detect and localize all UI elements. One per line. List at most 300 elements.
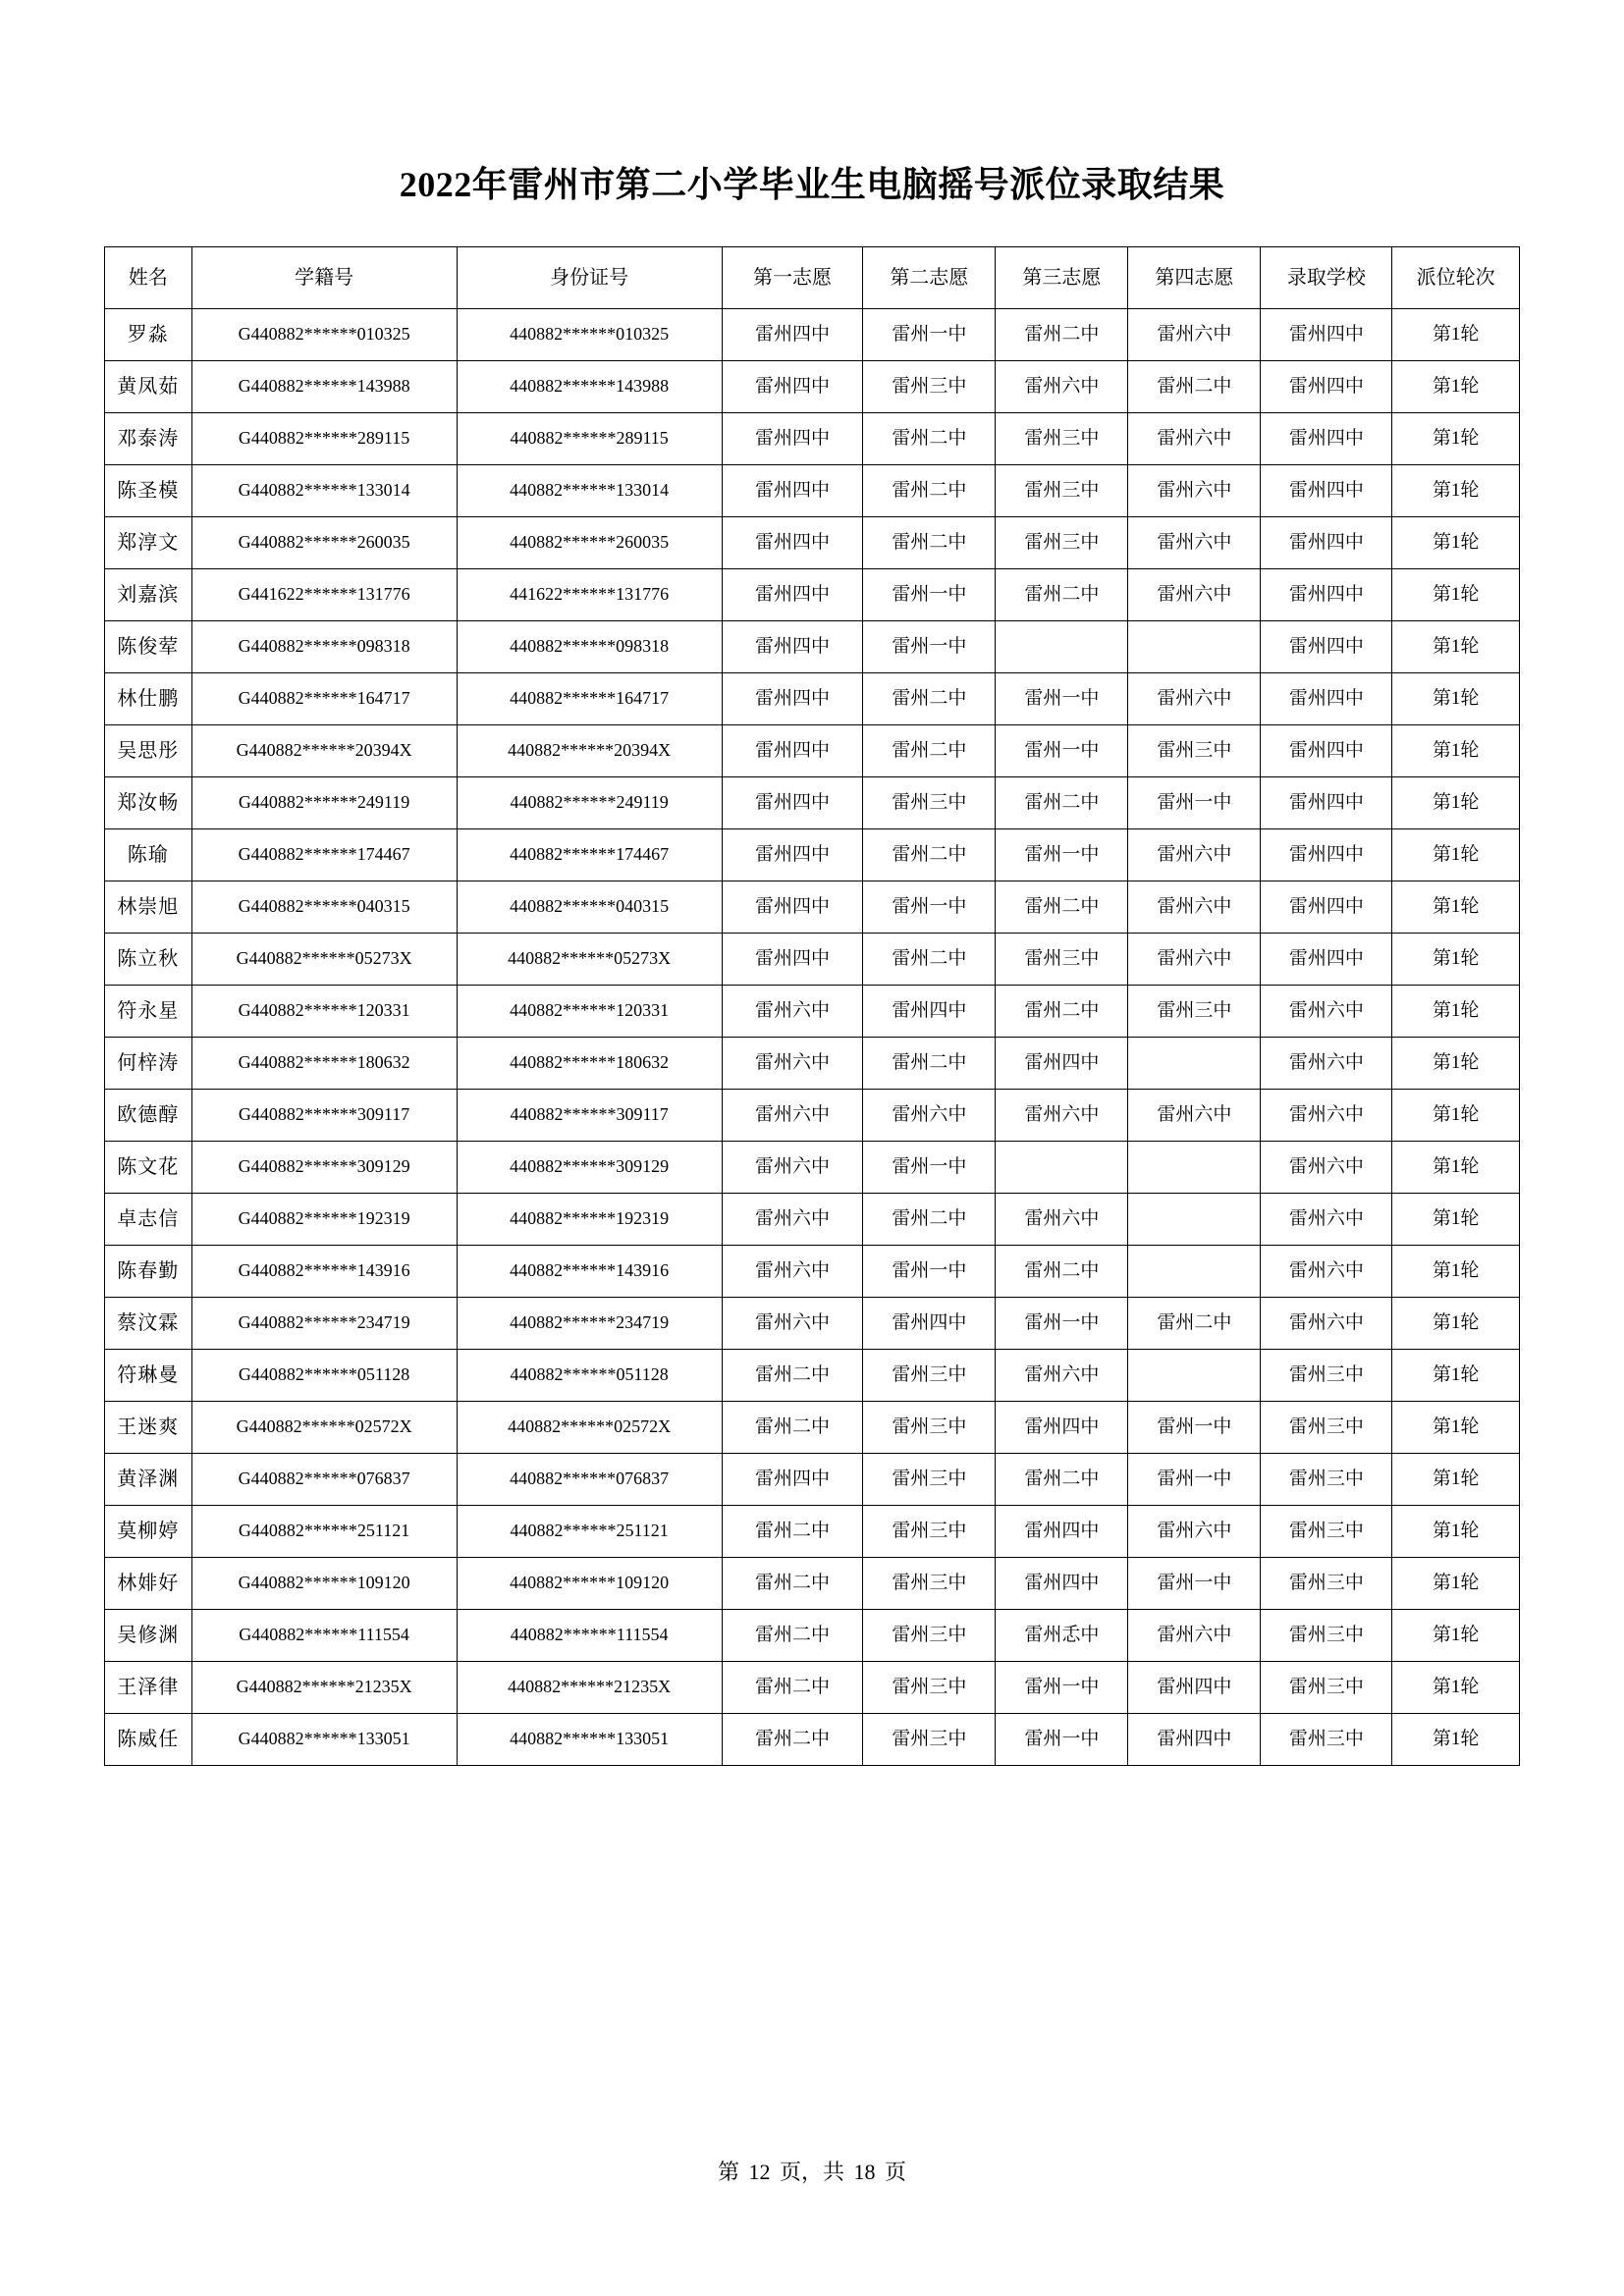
cell-student-id: G441622******131776 (191, 569, 457, 621)
footer-suffix: 页 (885, 2160, 907, 2184)
table-row (105, 361, 1520, 413)
column-header-choice-1: 第一志愿 (722, 247, 863, 309)
table-row (105, 1714, 1520, 1766)
cell-name: 陈瑜 (105, 829, 192, 881)
cell-choice-3: 雷州忎中 (996, 1610, 1128, 1662)
cell-id-card: 440882******076837 (457, 1454, 722, 1506)
cell-choice-3: 雷州一中 (996, 673, 1128, 725)
page-footer (0, 2156, 1624, 2186)
cell-admitted-school: 雷州六中 (1261, 1194, 1392, 1246)
cell-student-id: G440882******098318 (191, 621, 457, 673)
cell-name: 陈圣模 (105, 465, 192, 517)
cell-admitted-school: 雷州三中 (1261, 1350, 1392, 1402)
cell-id-card: 440882******051128 (457, 1350, 722, 1402)
cell-admitted-school: 雷州六中 (1261, 986, 1392, 1038)
cell-name: 郑汝畅 (105, 777, 192, 829)
cell-id-card: 440882******174467 (457, 829, 722, 881)
table-row (105, 1662, 1520, 1714)
table-row (105, 1194, 1520, 1246)
cell-name: 王泽律 (105, 1662, 192, 1714)
cell-round: 第1轮 (1392, 829, 1520, 881)
cell-choice-2: 雷州一中 (863, 309, 996, 361)
cell-round: 第1轮 (1392, 309, 1520, 361)
cell-id-card: 440882******20394X (457, 725, 722, 777)
cell-student-id: G440882******180632 (191, 1038, 457, 1090)
cell-student-id: G440882******05273X (191, 934, 457, 986)
cell-round: 第1轮 (1392, 934, 1520, 986)
cell-choice-1: 雷州二中 (722, 1350, 863, 1402)
cell-id-card: 440882******109120 (457, 1558, 722, 1610)
cell-choice-2: 雷州三中 (863, 1714, 996, 1766)
cell-choice-4: 雷州六中 (1128, 934, 1261, 986)
table-body (105, 309, 1520, 1766)
cell-student-id: G440882******109120 (191, 1558, 457, 1610)
cell-round: 第1轮 (1392, 1402, 1520, 1454)
cell-student-id: G440882******260035 (191, 517, 457, 569)
cell-admitted-school: 雷州六中 (1261, 1298, 1392, 1350)
cell-choice-4: 雷州六中 (1128, 569, 1261, 621)
table-row (105, 1610, 1520, 1662)
cell-name: 林仕鹏 (105, 673, 192, 725)
column-header-round: 派位轮次 (1392, 247, 1520, 309)
cell-choice-4: 雷州四中 (1128, 1714, 1261, 1766)
column-header-name: 姓名 (105, 247, 192, 309)
table-row (105, 829, 1520, 881)
cell-student-id: G440882******120331 (191, 986, 457, 1038)
cell-admitted-school: 雷州三中 (1261, 1506, 1392, 1558)
cell-choice-3: 雷州四中 (996, 1558, 1128, 1610)
cell-choice-2: 雷州六中 (863, 1090, 996, 1142)
cell-choice-2: 雷州三中 (863, 1662, 996, 1714)
cell-round: 第1轮 (1392, 1558, 1520, 1610)
table-row (105, 934, 1520, 986)
cell-choice-2: 雷州一中 (863, 1142, 996, 1194)
cell-admitted-school: 雷州四中 (1261, 569, 1392, 621)
cell-choice-4: 雷州二中 (1128, 361, 1261, 413)
cell-choice-4: 雷州六中 (1128, 517, 1261, 569)
cell-choice-2: 雷州二中 (863, 465, 996, 517)
table-row (105, 1246, 1520, 1298)
table-row (105, 465, 1520, 517)
cell-name: 吴修渊 (105, 1610, 192, 1662)
cell-choice-2: 雷州三中 (863, 361, 996, 413)
cell-round: 第1轮 (1392, 1350, 1520, 1402)
cell-round: 第1轮 (1392, 361, 1520, 413)
page-title: 2022年雷州市第二小学毕业生电脑摇号派位录取结果 (399, 165, 1225, 204)
cell-choice-1: 雷州六中 (722, 1298, 863, 1350)
cell-student-id: G440882******143916 (191, 1246, 457, 1298)
cell-student-id: G440882******111554 (191, 1610, 457, 1662)
cell-choice-4 (1128, 1246, 1261, 1298)
cell-choice-1: 雷州四中 (722, 621, 863, 673)
table-row (105, 986, 1520, 1038)
cell-name: 黄凤茹 (105, 361, 192, 413)
cell-choice-1: 雷州四中 (722, 934, 863, 986)
cell-name: 邓泰涛 (105, 413, 192, 465)
column-header-id-card: 身份证号 (457, 247, 722, 309)
cell-name: 陈春勤 (105, 1246, 192, 1298)
table-row (105, 1142, 1520, 1194)
cell-name: 陈立秋 (105, 934, 192, 986)
cell-choice-3: 雷州四中 (996, 1506, 1128, 1558)
cell-admitted-school: 雷州六中 (1261, 1246, 1392, 1298)
cell-student-id: G440882******21235X (191, 1662, 457, 1714)
cell-choice-1: 雷州六中 (722, 1038, 863, 1090)
cell-student-id: G440882******174467 (191, 829, 457, 881)
cell-choice-3: 雷州二中 (996, 569, 1128, 621)
results-table (104, 246, 1520, 1766)
cell-round: 第1轮 (1392, 517, 1520, 569)
cell-choice-1: 雷州六中 (722, 1246, 863, 1298)
cell-admitted-school: 雷州四中 (1261, 777, 1392, 829)
cell-round: 第1轮 (1392, 1246, 1520, 1298)
cell-choice-2: 雷州一中 (863, 881, 996, 934)
cell-choice-2: 雷州三中 (863, 1506, 996, 1558)
cell-choice-4: 雷州六中 (1128, 413, 1261, 465)
cell-name: 郑淳文 (105, 517, 192, 569)
cell-choice-3: 雷州二中 (996, 881, 1128, 934)
cell-choice-1: 雷州四中 (722, 361, 863, 413)
cell-round: 第1轮 (1392, 1662, 1520, 1714)
cell-id-card: 440882******02572X (457, 1402, 722, 1454)
cell-round: 第1轮 (1392, 1038, 1520, 1090)
cell-choice-2: 雷州四中 (863, 1298, 996, 1350)
table-row (105, 1558, 1520, 1610)
cell-name: 王迷爽 (105, 1402, 192, 1454)
table-row (105, 621, 1520, 673)
cell-id-card: 440882******309117 (457, 1090, 722, 1142)
table-row (105, 517, 1520, 569)
table-row (105, 1298, 1520, 1350)
cell-student-id: G440882******133051 (191, 1714, 457, 1766)
cell-choice-1: 雷州二中 (722, 1402, 863, 1454)
cell-id-card: 440882******098318 (457, 621, 722, 673)
cell-choice-4: 雷州一中 (1128, 1454, 1261, 1506)
cell-name: 林崇旭 (105, 881, 192, 934)
cell-admitted-school: 雷州六中 (1261, 1142, 1392, 1194)
cell-id-card: 440882******05273X (457, 934, 722, 986)
cell-choice-1: 雷州四中 (722, 673, 863, 725)
table-row (105, 1090, 1520, 1142)
table-row (105, 1402, 1520, 1454)
cell-choice-1: 雷州四中 (722, 517, 863, 569)
table-row (105, 1506, 1520, 1558)
table-row (105, 413, 1520, 465)
cell-name: 刘嘉滨 (105, 569, 192, 621)
table-row (105, 777, 1520, 829)
cell-choice-1: 雷州四中 (722, 829, 863, 881)
cell-admitted-school: 雷州三中 (1261, 1610, 1392, 1662)
cell-choice-4: 雷州三中 (1128, 986, 1261, 1038)
cell-round: 第1轮 (1392, 777, 1520, 829)
table-header (105, 247, 1520, 309)
cell-admitted-school: 雷州四中 (1261, 361, 1392, 413)
cell-choice-4: 雷州六中 (1128, 673, 1261, 725)
cell-choice-4 (1128, 1038, 1261, 1090)
cell-choice-4: 雷州六中 (1128, 465, 1261, 517)
cell-choice-2: 雷州三中 (863, 1558, 996, 1610)
cell-student-id: G440882******234719 (191, 1298, 457, 1350)
cell-id-card: 440882******192319 (457, 1194, 722, 1246)
cell-choice-3 (996, 621, 1128, 673)
table-header-row (105, 247, 1520, 309)
cell-choice-2: 雷州一中 (863, 1246, 996, 1298)
cell-choice-3: 雷州四中 (996, 1402, 1128, 1454)
cell-student-id: G440882******133014 (191, 465, 457, 517)
cell-round: 第1轮 (1392, 1610, 1520, 1662)
cell-round: 第1轮 (1392, 881, 1520, 934)
cell-choice-2: 雷州三中 (863, 777, 996, 829)
cell-choice-2: 雷州三中 (863, 1610, 996, 1662)
cell-round: 第1轮 (1392, 725, 1520, 777)
cell-choice-3: 雷州一中 (996, 725, 1128, 777)
cell-student-id: G440882******076837 (191, 1454, 457, 1506)
table-row (105, 569, 1520, 621)
cell-round: 第1轮 (1392, 1194, 1520, 1246)
cell-admitted-school: 雷州四中 (1261, 621, 1392, 673)
cell-id-card: 440882******133051 (457, 1714, 722, 1766)
cell-student-id: G440882******02572X (191, 1402, 457, 1454)
cell-choice-2: 雷州二中 (863, 413, 996, 465)
cell-name: 莫柳婷 (105, 1506, 192, 1558)
footer-middle: 页，共 (779, 2160, 844, 2184)
cell-choice-3: 雷州三中 (996, 413, 1128, 465)
cell-choice-2: 雷州二中 (863, 517, 996, 569)
cell-choice-3: 雷州二中 (996, 1454, 1128, 1506)
footer-total-pages: 18 (853, 2160, 876, 2184)
cell-choice-2: 雷州一中 (863, 621, 996, 673)
cell-name: 卓志信 (105, 1194, 192, 1246)
cell-admitted-school: 雷州三中 (1261, 1402, 1392, 1454)
cell-admitted-school: 雷州四中 (1261, 829, 1392, 881)
cell-id-card: 441622******131776 (457, 569, 722, 621)
cell-choice-1: 雷州四中 (722, 777, 863, 829)
cell-student-id: G440882******143988 (191, 361, 457, 413)
cell-admitted-school: 雷州三中 (1261, 1454, 1392, 1506)
cell-id-card: 440882******251121 (457, 1506, 722, 1558)
table-row (105, 1350, 1520, 1402)
table-row (105, 1038, 1520, 1090)
cell-choice-1: 雷州六中 (722, 1142, 863, 1194)
cell-choice-3: 雷州六中 (996, 1194, 1128, 1246)
cell-round: 第1轮 (1392, 413, 1520, 465)
cell-round: 第1轮 (1392, 673, 1520, 725)
cell-choice-2: 雷州二中 (863, 725, 996, 777)
cell-choice-4 (1128, 1142, 1261, 1194)
cell-id-card: 440882******133014 (457, 465, 722, 517)
cell-choice-1: 雷州六中 (722, 986, 863, 1038)
table-row (105, 881, 1520, 934)
cell-id-card: 440882******010325 (457, 309, 722, 361)
cell-choice-3: 雷州六中 (996, 1350, 1128, 1402)
cell-student-id: G440882******192319 (191, 1194, 457, 1246)
cell-choice-3: 雷州三中 (996, 465, 1128, 517)
cell-round: 第1轮 (1392, 465, 1520, 517)
cell-id-card: 440882******249119 (457, 777, 722, 829)
cell-choice-2: 雷州三中 (863, 1402, 996, 1454)
cell-student-id: G440882******20394X (191, 725, 457, 777)
cell-choice-1: 雷州四中 (722, 881, 863, 934)
cell-choice-1: 雷州四中 (722, 725, 863, 777)
cell-choice-2: 雷州二中 (863, 1194, 996, 1246)
cell-id-card: 440882******120331 (457, 986, 722, 1038)
footer-page-number: 12 (748, 2160, 771, 2184)
cell-name: 罗淼 (105, 309, 192, 361)
cell-choice-2: 雷州二中 (863, 934, 996, 986)
cell-choice-1: 雷州四中 (722, 309, 863, 361)
cell-choice-3: 雷州二中 (996, 777, 1128, 829)
cell-round: 第1轮 (1392, 1298, 1520, 1350)
column-header-choice-2: 第二志愿 (863, 247, 996, 309)
cell-choice-3: 雷州二中 (996, 986, 1128, 1038)
cell-choice-3 (996, 1142, 1128, 1194)
cell-admitted-school: 雷州三中 (1261, 1558, 1392, 1610)
cell-name: 蔡汶霖 (105, 1298, 192, 1350)
cell-choice-2: 雷州二中 (863, 1038, 996, 1090)
cell-choice-2: 雷州三中 (863, 1350, 996, 1402)
cell-admitted-school: 雷州三中 (1261, 1714, 1392, 1766)
cell-choice-4: 雷州六中 (1128, 881, 1261, 934)
cell-choice-3: 雷州六中 (996, 1090, 1128, 1142)
cell-student-id: G440882******051128 (191, 1350, 457, 1402)
cell-choice-1: 雷州二中 (722, 1662, 863, 1714)
cell-choice-2: 雷州一中 (863, 569, 996, 621)
cell-choice-3: 雷州一中 (996, 1714, 1128, 1766)
cell-choice-4: 雷州六中 (1128, 1090, 1261, 1142)
cell-round: 第1轮 (1392, 1506, 1520, 1558)
cell-name: 符永星 (105, 986, 192, 1038)
cell-choice-4: 雷州一中 (1128, 1558, 1261, 1610)
cell-choice-3: 雷州六中 (996, 361, 1128, 413)
cell-admitted-school: 雷州四中 (1261, 517, 1392, 569)
cell-id-card: 440882******143988 (457, 361, 722, 413)
cell-choice-3: 雷州一中 (996, 1298, 1128, 1350)
cell-choice-3: 雷州二中 (996, 309, 1128, 361)
cell-student-id: G440882******040315 (191, 881, 457, 934)
cell-name: 陈威任 (105, 1714, 192, 1766)
cell-choice-4 (1128, 1350, 1261, 1402)
cell-name: 吴思彤 (105, 725, 192, 777)
cell-choice-3: 雷州一中 (996, 829, 1128, 881)
cell-choice-3: 雷州三中 (996, 517, 1128, 569)
cell-choice-4 (1128, 621, 1261, 673)
column-header-admitted-school: 录取学校 (1261, 247, 1392, 309)
cell-round: 第1轮 (1392, 621, 1520, 673)
cell-choice-1: 雷州四中 (722, 413, 863, 465)
cell-admitted-school: 雷州四中 (1261, 413, 1392, 465)
cell-choice-1: 雷州二中 (722, 1558, 863, 1610)
cell-choice-4: 雷州六中 (1128, 1610, 1261, 1662)
cell-name: 何梓涛 (105, 1038, 192, 1090)
cell-admitted-school: 雷州三中 (1261, 1662, 1392, 1714)
cell-choice-4: 雷州六中 (1128, 829, 1261, 881)
cell-choice-4: 雷州四中 (1128, 1662, 1261, 1714)
cell-name: 欧德醇 (105, 1090, 192, 1142)
cell-choice-1: 雷州四中 (722, 569, 863, 621)
cell-student-id: G440882******249119 (191, 777, 457, 829)
column-header-student-id: 学籍号 (191, 247, 457, 309)
cell-choice-4: 雷州二中 (1128, 1298, 1261, 1350)
cell-choice-3: 雷州四中 (996, 1038, 1128, 1090)
table-row (105, 1454, 1520, 1506)
table-row (105, 673, 1520, 725)
cell-choice-4: 雷州一中 (1128, 777, 1261, 829)
cell-round: 第1轮 (1392, 1090, 1520, 1142)
cell-choice-1: 雷州六中 (722, 1090, 863, 1142)
cell-choice-3: 雷州三中 (996, 934, 1128, 986)
cell-student-id: G440882******289115 (191, 413, 457, 465)
cell-choice-1: 雷州二中 (722, 1714, 863, 1766)
cell-id-card: 440882******21235X (457, 1662, 722, 1714)
cell-student-id: G440882******251121 (191, 1506, 457, 1558)
cell-name: 林婔好 (105, 1558, 192, 1610)
cell-choice-2: 雷州三中 (863, 1454, 996, 1506)
cell-name: 黄泽渊 (105, 1454, 192, 1506)
cell-admitted-school: 雷州四中 (1261, 465, 1392, 517)
cell-id-card: 440882******040315 (457, 881, 722, 934)
table-row (105, 309, 1520, 361)
cell-id-card: 440882******143916 (457, 1246, 722, 1298)
cell-choice-4: 雷州一中 (1128, 1402, 1261, 1454)
cell-student-id: G440882******309117 (191, 1090, 457, 1142)
cell-round: 第1轮 (1392, 1454, 1520, 1506)
cell-admitted-school: 雷州四中 (1261, 725, 1392, 777)
cell-choice-4: 雷州三中 (1128, 725, 1261, 777)
cell-choice-2: 雷州二中 (863, 673, 996, 725)
cell-id-card: 440882******260035 (457, 517, 722, 569)
cell-id-card: 440882******309129 (457, 1142, 722, 1194)
cell-admitted-school: 雷州六中 (1261, 1038, 1392, 1090)
cell-choice-4 (1128, 1194, 1261, 1246)
column-header-choice-4: 第四志愿 (1128, 247, 1261, 309)
cell-student-id: G440882******309129 (191, 1142, 457, 1194)
cell-round: 第1轮 (1392, 569, 1520, 621)
cell-choice-3: 雷州一中 (996, 1662, 1128, 1714)
cell-choice-4: 雷州六中 (1128, 309, 1261, 361)
table-row (105, 725, 1520, 777)
cell-round: 第1轮 (1392, 1714, 1520, 1766)
cell-id-card: 440882******289115 (457, 413, 722, 465)
cell-admitted-school: 雷州四中 (1261, 934, 1392, 986)
cell-admitted-school: 雷州四中 (1261, 673, 1392, 725)
cell-choice-1: 雷州六中 (722, 1194, 863, 1246)
footer-prefix: 第 (717, 2160, 739, 2184)
cell-id-card: 440882******180632 (457, 1038, 722, 1090)
cell-choice-1: 雷州四中 (722, 1454, 863, 1506)
cell-round: 第1轮 (1392, 1142, 1520, 1194)
cell-id-card: 440882******164717 (457, 673, 722, 725)
cell-choice-4: 雷州六中 (1128, 1506, 1261, 1558)
cell-admitted-school: 雷州六中 (1261, 1090, 1392, 1142)
cell-choice-2: 雷州二中 (863, 829, 996, 881)
cell-round: 第1轮 (1392, 986, 1520, 1038)
cell-choice-2: 雷州四中 (863, 986, 996, 1038)
column-header-choice-3: 第三志愿 (996, 247, 1128, 309)
cell-id-card: 440882******234719 (457, 1298, 722, 1350)
cell-choice-1: 雷州二中 (722, 1506, 863, 1558)
cell-id-card: 440882******111554 (457, 1610, 722, 1662)
cell-admitted-school: 雷州四中 (1261, 881, 1392, 934)
cell-choice-3: 雷州二中 (996, 1246, 1128, 1298)
cell-admitted-school: 雷州四中 (1261, 309, 1392, 361)
cell-name: 陈文花 (105, 1142, 192, 1194)
cell-name: 符琳曼 (105, 1350, 192, 1402)
cell-choice-1: 雷州二中 (722, 1610, 863, 1662)
cell-student-id: G440882******164717 (191, 673, 457, 725)
cell-name: 陈俊荤 (105, 621, 192, 673)
cell-choice-1: 雷州四中 (722, 465, 863, 517)
results-table-container (0, 207, 1624, 1766)
